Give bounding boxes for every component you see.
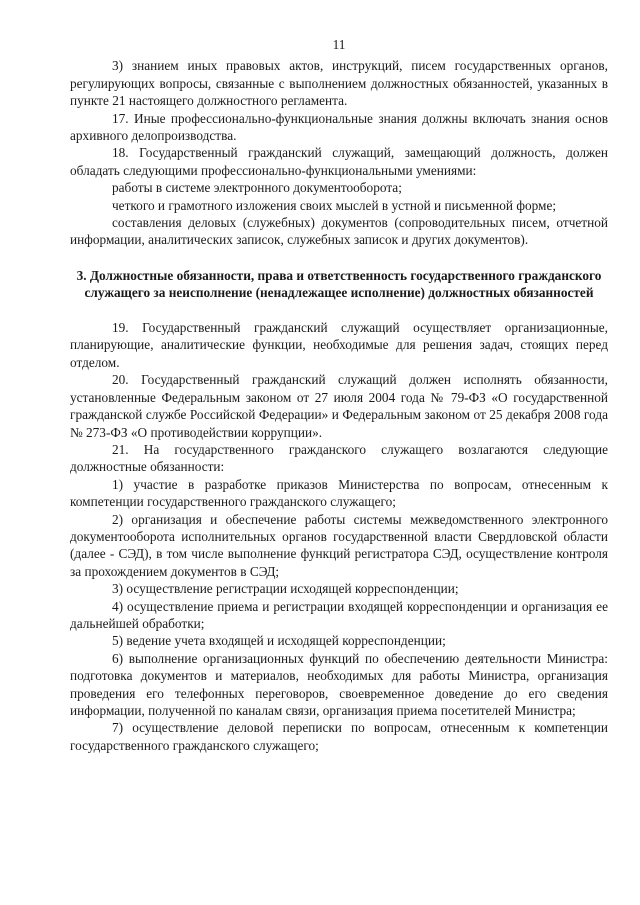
skill-item-documents: составления деловых (служебных) документов (сопроводительных писем, отчетной информации, аналитических записок, служебных записок и других документов). — [70, 215, 608, 248]
duty-item-5: 5) ведение учета входящей и исходящей корреспонденции; — [112, 633, 446, 649]
page-number: 11 — [332, 37, 346, 52]
paragraph-20: 20. Государственный гражданский служащий должен исполнять обязанности, установленные Федеральным законом от 27 июля 2004 года № 79-ФЗ «О государственной гражданской службе Российской Федерации» и Федеральным законом от 25 декабря 2008 года № 273-ФЗ «О противодействии коррупции». — [70, 372, 608, 440]
duty-item-1: 1) участие в разработке приказов Министерства по вопросам, отнесенным к компетенции государственного гражданского служащего; — [70, 476, 608, 510]
paragraphs-after-section — [70, 319, 608, 754]
skill-item-edo: работы в системе электронного документооборота; — [112, 180, 402, 196]
duty-item-3: 3) осуществление регистрации исходящей корреспонденции; — [112, 581, 459, 597]
duty-item-7: 7) осуществление деловой переписки по вопросам, отнесенным к компетенции государственного гражданского служащего; — [70, 720, 608, 753]
paragraph-18: 18. Государственный гражданский служащий, замещающий должность, должен обладать следующими профессионально-функциональными умениями: — [70, 145, 608, 178]
duty-item-2: 2) организация и обеспечение работы системы межведомственного электронного документооборота исполнительных органов государственной власти Свердловской области (далее - СЭД), в том числе выполнение функций регистратора СЭД, осуществление контроля за прохождением документов в СЭД; — [70, 511, 608, 579]
paragraph-knowledge-other-acts: 3) знанием иных правовых актов, инструкций, писем государственных органов, регулирующих вопросы, связанные с выполнением должностных обязанностей, указанных в пункте 21 настоящего должностного регламента. — [70, 58, 608, 109]
paragraphs-before-section — [70, 57, 608, 248]
document-page — [70, 36, 608, 754]
paragraph-19: 19. Государственный гражданский служащий осуществляет организационные, планирующие, аналитические функции, необходимые для решения задач, стоящих перед отделом. — [70, 320, 608, 370]
paragraph-17: 17. Иные профессионально-функциональные знания должны включать знания основ архивного делопроизводства. — [70, 110, 608, 144]
duty-item-6: 6) выполнение организационных функций по обеспечению деятельности Министра: подготовка документов и материалов, необходимых для работы Министра, организация проведения его телефонных переговоров, своевременное доведение до его сведения информации, полученной по каналам связи, организация приема посетителей Министра; — [70, 650, 608, 718]
section-heading: 3. Должностные обязанности, права и ответственность государственного гражданского служащего за неисполнение (ненадлежащее исполнение) должностных обязанностей — [76, 267, 602, 301]
duty-item-4: 4) осуществление приема и регистрации входящей корреспонденции и организация ее дальнейшей обработки; — [70, 598, 608, 631]
paragraph-21: 21. На государственного гражданского служащего возлагаются следующие должностные обязанности: — [70, 441, 608, 475]
skill-item-expression: четкого и грамотного изложения своих мыслей в устной и письменной форме; — [112, 197, 557, 213]
